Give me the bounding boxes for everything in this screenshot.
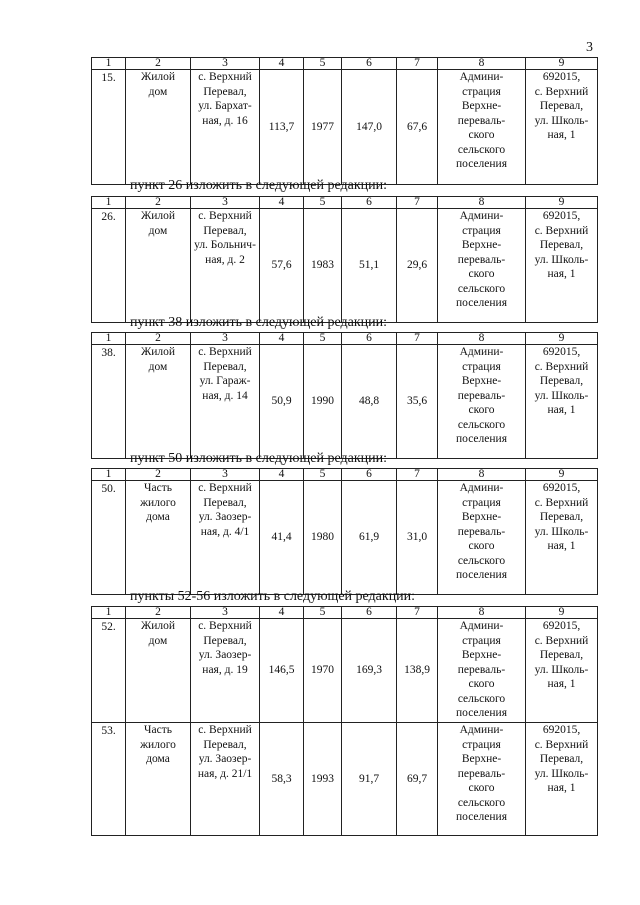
table-row xyxy=(92,619,598,723)
owner-name-line: поселения xyxy=(456,433,507,445)
table-row xyxy=(92,209,598,323)
row-number: 38. xyxy=(92,345,126,459)
value-col-6: 48,8 xyxy=(342,345,397,459)
owner-name-line: страция xyxy=(462,85,501,98)
owner-name-line: Админи- xyxy=(459,620,504,632)
object-address-line: с. Верхний xyxy=(198,71,252,83)
owner-address-line: Перевал, xyxy=(539,375,584,387)
value-col-7: 69,7 xyxy=(397,723,438,836)
column-number: 1 xyxy=(92,333,126,345)
object-type-line: дом xyxy=(148,634,168,647)
owner-address-line: с. Верхний xyxy=(534,85,589,98)
table-row xyxy=(92,345,598,459)
column-number: 6 xyxy=(342,333,397,345)
owner-address-line: 692015, xyxy=(542,210,581,222)
object-type-line: жилого xyxy=(140,738,176,751)
register-table xyxy=(91,332,598,459)
owner-name-line: ского xyxy=(468,404,495,416)
owner-name-line: Админи- xyxy=(459,71,504,83)
row-number: 26. xyxy=(92,209,126,323)
value-col-7: 67,6 xyxy=(397,70,438,185)
object-address-line: с. Верхний xyxy=(198,482,252,494)
column-number: 2 xyxy=(126,333,191,345)
owner-address-line: ная, 1 xyxy=(547,678,576,690)
owner-name-line: сельского xyxy=(457,282,506,295)
object-type xyxy=(126,209,191,323)
value-col-4: 113,7 xyxy=(260,70,304,185)
owner-name-line: страция xyxy=(462,496,501,509)
owner-address xyxy=(526,345,598,459)
owner-address-line: 692015, xyxy=(542,724,581,736)
column-number-row xyxy=(92,469,598,481)
register-table-block xyxy=(91,332,597,459)
owner-address-line: ная, 1 xyxy=(547,129,576,141)
row-number: 50. xyxy=(92,481,126,595)
owner-name-line: сельского xyxy=(457,143,506,156)
object-type-line: дом xyxy=(148,360,168,373)
value-col-6: 147,0 xyxy=(342,70,397,185)
column-number: 5 xyxy=(304,197,342,209)
owner-name-line: переваль- xyxy=(457,767,506,780)
value-col-4: 57,6 xyxy=(260,209,304,323)
owner-name-line: поселения xyxy=(456,569,507,581)
object-address-line: ул. Гараж- xyxy=(199,375,251,387)
object-type xyxy=(126,345,191,459)
owner-name-line: поселения xyxy=(456,158,507,170)
owner-name-line: Верхне- xyxy=(461,753,502,765)
owner-name-line: Верхне- xyxy=(461,100,502,112)
object-address xyxy=(191,345,260,459)
owner-address-line: Перевал, xyxy=(539,100,584,112)
column-number: 3 xyxy=(191,197,260,209)
value-col-6: 51,1 xyxy=(342,209,397,323)
object-type-line: Жилой xyxy=(140,346,176,358)
object-type-line: Жилой xyxy=(140,210,176,222)
owner-name-line: сельского xyxy=(457,796,506,809)
column-number: 6 xyxy=(342,607,397,619)
object-address-line: ная, д. 21/1 xyxy=(197,767,253,780)
column-number: 3 xyxy=(191,58,260,70)
column-number: 6 xyxy=(342,58,397,70)
owner-address-line: 692015, xyxy=(542,346,581,358)
section-caption: пункты 52-56 изложить в следующей редакции: xyxy=(130,589,416,604)
owner-name-line: поселения xyxy=(456,811,507,823)
column-number: 8 xyxy=(438,333,526,345)
table-row xyxy=(92,70,598,185)
value-col-7: 35,6 xyxy=(397,345,438,459)
value-col-6: 169,3 xyxy=(342,619,397,723)
object-address-line: Перевал, xyxy=(203,738,247,751)
object-type xyxy=(126,481,191,595)
object-address-line: ная, д. 14 xyxy=(202,389,248,402)
column-number: 1 xyxy=(92,58,126,70)
owner-name-line: переваль- xyxy=(457,663,506,676)
object-type xyxy=(126,619,191,723)
owner-address-line: ул. Школь- xyxy=(534,114,589,127)
page-number: 3 xyxy=(586,40,593,55)
owner-address-line: ул. Школь- xyxy=(534,525,589,538)
owner-name-line: ского xyxy=(468,782,495,794)
object-address-line: ул. Заозер- xyxy=(198,753,252,765)
owner-address-line: ул. Школь- xyxy=(534,253,589,266)
column-number: 4 xyxy=(260,607,304,619)
owner-address xyxy=(526,481,598,595)
column-number: 3 xyxy=(191,607,260,619)
owner-name-line: страция xyxy=(462,738,501,751)
object-address-line: с. Верхний xyxy=(198,724,252,736)
object-type-line: дом xyxy=(148,85,168,98)
owner-address-line: с. Верхний xyxy=(534,496,589,509)
column-number: 2 xyxy=(126,197,191,209)
value-col-4: 58,3 xyxy=(260,723,304,836)
object-type-line: дома xyxy=(146,753,170,765)
owner-name-line: Админи- xyxy=(459,346,504,358)
owner-name-line: сельского xyxy=(457,554,506,567)
column-number: 7 xyxy=(397,469,438,481)
column-number: 7 xyxy=(397,197,438,209)
object-address-line: с. Верхний xyxy=(198,620,252,632)
owner-name-line: Верхне- xyxy=(461,511,502,523)
column-number: 2 xyxy=(126,469,191,481)
object-address-line: ул. Заозер- xyxy=(198,511,252,523)
value-col-5: 1970 xyxy=(304,619,342,723)
owner-name xyxy=(438,723,526,836)
owner-name xyxy=(438,619,526,723)
object-address-line: Перевал, xyxy=(203,224,247,237)
owner-address-line: ул. Школь- xyxy=(534,767,589,780)
owner-address-line: с. Верхний xyxy=(534,224,589,237)
column-number-row xyxy=(92,607,598,619)
column-number: 2 xyxy=(126,607,191,619)
column-number: 8 xyxy=(438,469,526,481)
row-number: 15. xyxy=(92,70,126,185)
owner-name xyxy=(438,209,526,323)
owner-address-line: Перевал, xyxy=(539,649,584,661)
owner-name-line: Верхне- xyxy=(461,649,502,661)
table-row xyxy=(92,723,598,836)
owner-address-line: ная, 1 xyxy=(547,404,576,416)
column-number: 8 xyxy=(438,58,526,70)
row-number: 53. xyxy=(92,723,126,836)
value-col-4: 146,5 xyxy=(260,619,304,723)
column-number: 2 xyxy=(126,58,191,70)
owner-name-line: Админи- xyxy=(459,482,504,494)
register-table-block xyxy=(91,196,597,323)
owner-name-line: страция xyxy=(462,634,501,647)
column-number: 6 xyxy=(342,469,397,481)
value-col-5: 1990 xyxy=(304,345,342,459)
object-address-line: ная, д. 2 xyxy=(205,253,245,266)
owner-name-line: ского xyxy=(468,678,495,690)
owner-address xyxy=(526,70,598,185)
object-address-line: с. Верхний xyxy=(198,210,252,222)
column-number: 5 xyxy=(304,58,342,70)
object-address-line: ная, д. 16 xyxy=(202,114,248,127)
column-number: 7 xyxy=(397,333,438,345)
table-row xyxy=(92,481,598,595)
owner-address xyxy=(526,723,598,836)
owner-name-line: поселения xyxy=(456,707,507,719)
column-number: 3 xyxy=(191,469,260,481)
owner-name-line: переваль- xyxy=(457,525,506,538)
owner-name-line: ского xyxy=(468,129,495,141)
object-address-line: Перевал, xyxy=(203,496,247,509)
column-number: 9 xyxy=(526,197,598,209)
owner-name-line: Верхне- xyxy=(461,239,502,251)
object-address-line: Перевал, xyxy=(203,634,247,647)
column-number: 8 xyxy=(438,197,526,209)
value-col-6: 61,9 xyxy=(342,481,397,595)
column-number: 3 xyxy=(191,333,260,345)
column-number: 5 xyxy=(304,607,342,619)
column-number: 9 xyxy=(526,469,598,481)
object-address-line: ул. Бархат- xyxy=(198,100,252,112)
object-address-line: Перевал, xyxy=(203,360,247,373)
object-type xyxy=(126,70,191,185)
value-col-7: 29,6 xyxy=(397,209,438,323)
owner-address-line: Перевал, xyxy=(539,239,584,251)
object-address-line: ул. Больнич- xyxy=(194,239,256,251)
object-type-line: жилого xyxy=(140,496,176,509)
owner-address-line: ная, 1 xyxy=(547,782,576,794)
owner-name-line: сельского xyxy=(457,418,506,431)
owner-name-line: переваль- xyxy=(457,389,506,402)
owner-name xyxy=(438,481,526,595)
column-number: 5 xyxy=(304,469,342,481)
column-number: 1 xyxy=(92,607,126,619)
register-table-block xyxy=(91,606,597,836)
object-type xyxy=(126,723,191,836)
object-type-line: дом xyxy=(148,224,168,237)
column-number-row xyxy=(92,58,598,70)
owner-name-line: страция xyxy=(462,360,501,373)
owner-address-line: с. Верхний xyxy=(534,360,589,373)
object-address xyxy=(191,723,260,836)
column-number: 9 xyxy=(526,333,598,345)
owner-address xyxy=(526,209,598,323)
object-address-line: Перевал, xyxy=(203,85,247,98)
owner-address-line: ная, 1 xyxy=(547,268,576,280)
owner-name-line: Верхне- xyxy=(461,375,502,387)
owner-name xyxy=(438,70,526,185)
owner-name-line: Админи- xyxy=(459,724,504,736)
value-col-7: 138,9 xyxy=(397,619,438,723)
owner-name-line: Админи- xyxy=(459,210,504,222)
owner-address-line: с. Верхний xyxy=(534,738,589,751)
register-table xyxy=(91,468,598,595)
register-table xyxy=(91,57,598,185)
column-number-row xyxy=(92,333,598,345)
owner-name xyxy=(438,345,526,459)
object-address xyxy=(191,481,260,595)
value-col-4: 50,9 xyxy=(260,345,304,459)
owner-address-line: 692015, xyxy=(542,482,581,494)
column-number: 4 xyxy=(260,58,304,70)
column-number: 8 xyxy=(438,607,526,619)
object-address-line: с. Верхний xyxy=(198,346,252,358)
value-col-5: 1993 xyxy=(304,723,342,836)
register-table xyxy=(91,196,598,323)
column-number: 7 xyxy=(397,58,438,70)
owner-address-line: 692015, xyxy=(542,620,581,632)
value-col-7: 31,0 xyxy=(397,481,438,595)
object-address-line: ул. Заозер- xyxy=(198,649,252,661)
value-col-5: 1977 xyxy=(304,70,342,185)
column-number: 1 xyxy=(92,469,126,481)
column-number: 4 xyxy=(260,469,304,481)
owner-address-line: ная, 1 xyxy=(547,540,576,552)
owner-address xyxy=(526,619,598,723)
section-caption: пункт 50 изложить в следующей редакции: xyxy=(130,451,387,466)
value-col-4: 41,4 xyxy=(260,481,304,595)
value-col-5: 1983 xyxy=(304,209,342,323)
object-address xyxy=(191,209,260,323)
column-number: 4 xyxy=(260,197,304,209)
owner-address-line: 692015, xyxy=(542,71,581,83)
owner-address-line: ул. Школь- xyxy=(534,389,589,402)
register-table xyxy=(91,606,598,836)
object-type-line: Часть xyxy=(144,482,172,494)
owner-name-line: ского xyxy=(468,268,495,280)
owner-address-line: Перевал, xyxy=(539,753,584,765)
owner-address-line: Перевал, xyxy=(539,511,584,523)
column-number: 7 xyxy=(397,607,438,619)
object-type-line: Жилой xyxy=(140,71,176,83)
value-col-6: 91,7 xyxy=(342,723,397,836)
register-table-block xyxy=(91,57,597,185)
owner-address-line: ул. Школь- xyxy=(534,663,589,676)
column-number: 4 xyxy=(260,333,304,345)
object-type-line: дома xyxy=(146,511,170,523)
owner-name-line: переваль- xyxy=(457,114,506,127)
object-address-line: ная, д. 19 xyxy=(202,663,248,676)
owner-name-line: страция xyxy=(462,224,501,237)
object-type-line: Часть xyxy=(144,724,172,736)
owner-name-line: сельского xyxy=(457,692,506,705)
column-number: 9 xyxy=(526,607,598,619)
section-caption: пункт 26 изложить в следующей редакции: xyxy=(130,178,387,193)
column-number: 1 xyxy=(92,197,126,209)
owner-name-line: переваль- xyxy=(457,253,506,266)
object-address xyxy=(191,619,260,723)
column-number: 5 xyxy=(304,333,342,345)
register-table-block xyxy=(91,468,597,595)
column-number: 9 xyxy=(526,58,598,70)
object-address xyxy=(191,70,260,185)
object-type-line: Жилой xyxy=(140,620,176,632)
value-col-5: 1980 xyxy=(304,481,342,595)
owner-name-line: поселения xyxy=(456,297,507,309)
owner-address-line: с. Верхний xyxy=(534,634,589,647)
row-number: 52. xyxy=(92,619,126,723)
column-number-row xyxy=(92,197,598,209)
owner-name-line: ского xyxy=(468,540,495,552)
column-number: 6 xyxy=(342,197,397,209)
section-caption: пункт 38 изложить в следующей редакции: xyxy=(130,315,387,330)
object-address-line: ная, д. 4/1 xyxy=(200,525,250,538)
